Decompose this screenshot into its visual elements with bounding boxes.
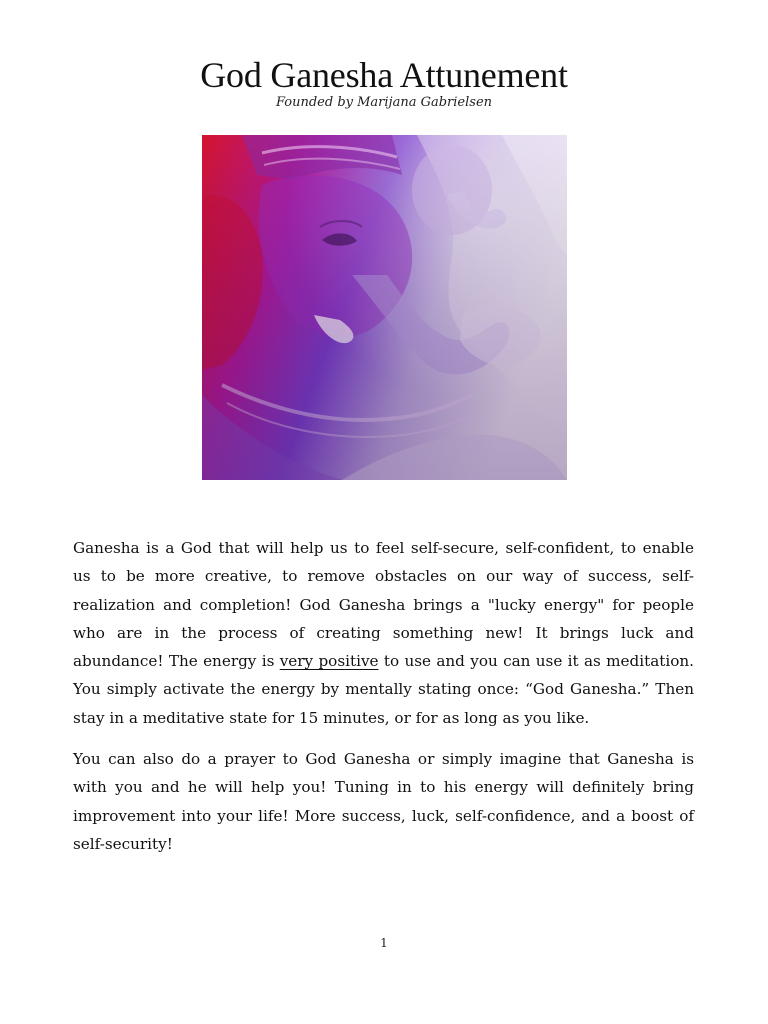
document-title: God Ganesha Attunement <box>200 55 568 95</box>
paragraph-intro-before: Ganesha is a God that will help us to feel self-secure, self-confident, to enable us to be more creative, to remove obstacles on our way of success, self-realization and completion! God Ganesha brings a "lucky energy" for people who are in the process of creating something new! It brings luck and abundance! The energy is <box>73 539 694 671</box>
paragraph-prayer: You can also do a prayer to God Ganesha or simply imagine that Ganesha is with you and he will help you! Tuning in to his energy will definitely bring improvement into your life! More success, luck, self-confidence, and a boost of self-security! <box>73 750 694 853</box>
ganesha-statue-image <box>202 135 567 480</box>
ganesha-statue-photo-icon <box>202 135 567 480</box>
page-number: 1 <box>380 936 388 950</box>
paragraph-intro <box>73 534 694 732</box>
body-text <box>73 534 694 871</box>
document-subtitle: Founded by Marijana Gabrielsen <box>275 95 493 110</box>
underlined-phrase: very positive <box>279 652 379 671</box>
paragraph-intro-after: to use and you can use it as meditation. You simply activate the energy by mentally stating once: “God Ganesha.” Then stay in a meditative state for 15 minutes, or for as long as you like. <box>73 652 694 727</box>
